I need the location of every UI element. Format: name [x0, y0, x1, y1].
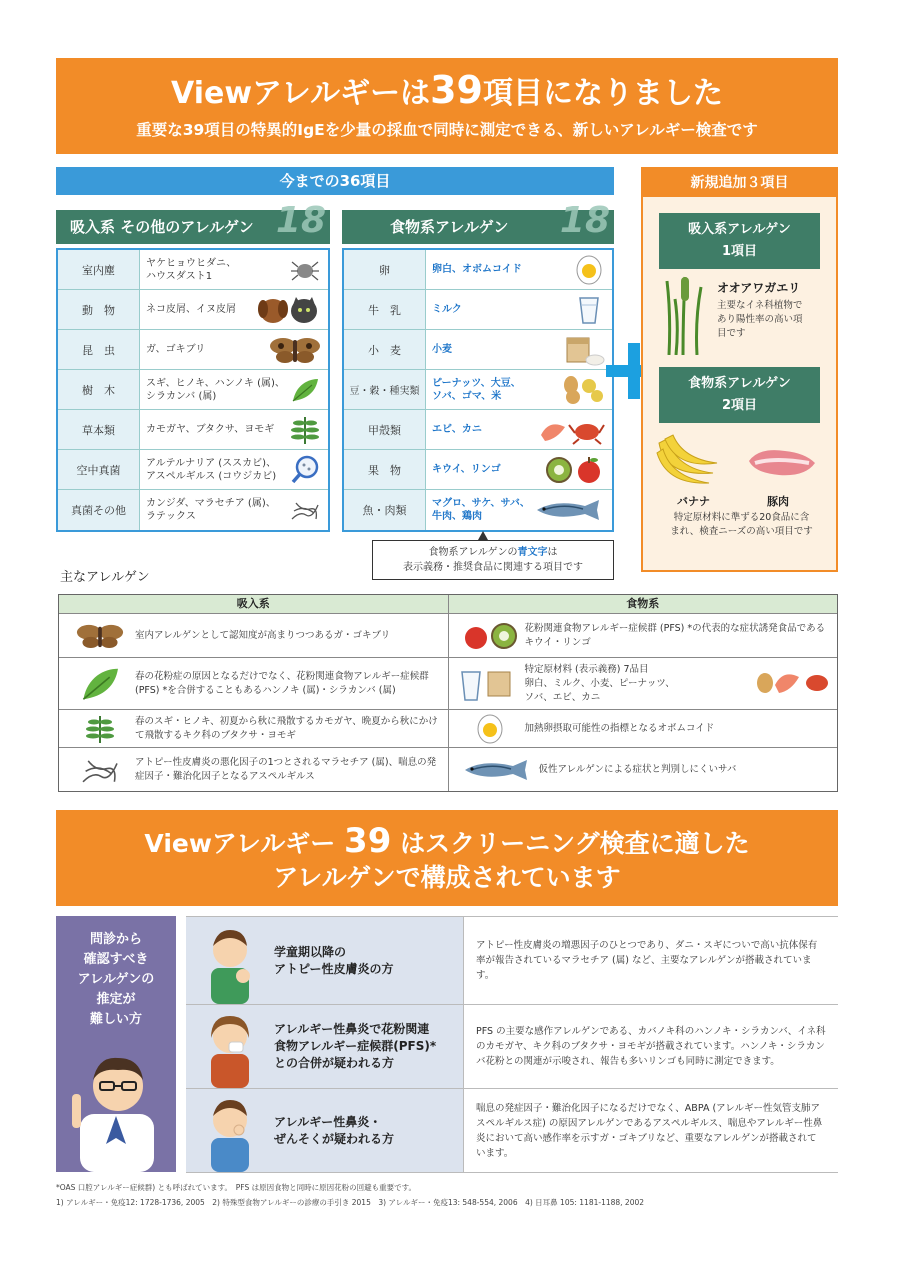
grass-icon: [661, 275, 707, 359]
inhale-row-mold: [58, 450, 328, 490]
new-food-block: [643, 423, 836, 543]
new-items-header: 新規追加３項目: [643, 169, 836, 197]
shrimp-crab-icon: [536, 415, 606, 445]
table-row: [59, 709, 837, 747]
new-inhale-header: 吸入系アレルゲン 1項目: [659, 213, 820, 269]
new-items-box: [641, 167, 838, 572]
inhale-cell: 春のスギ・ヒノキ、初夏から秋に飛散するカモガヤ、晩夏から秋にかけて飛散するキク科のブタクサ・ヨモギ: [59, 710, 449, 747]
mid-banner-line1: Viewアレルギー 39 はスクリーニング検査に適した: [144, 821, 750, 861]
row-category: 室内塵: [58, 250, 140, 289]
main-allergens-table: [58, 594, 838, 792]
row-items: ガ、ゴキブリ: [146, 344, 206, 355]
row-items: スギ、ヒノキ、ハンノキ (属)、 シラカンバ (属): [146, 377, 285, 402]
row-items: アルテルナリア (ススカビ)、 アスペルギルス (コウジカビ): [146, 457, 277, 482]
food-table: [342, 248, 614, 532]
food-row-fish-meat: [344, 490, 612, 530]
banana-icon: [655, 433, 721, 491]
food-row-beans: [344, 370, 612, 410]
timothy-desc: 主要なイネ科植物で あり陽性率の高い項 目です: [717, 300, 803, 339]
row-category: 卵: [344, 250, 426, 289]
note-pointer: [478, 531, 488, 540]
case-title: アレルギー性鼻炎で花粉関連 食物アレルギー症候群(PFS)* との合併が疑われる方: [274, 1022, 437, 1070]
food-cell: 花粉関連食物アレルギー症候群 (PFS) *の代表的な症状誘発食品であるキウイ・リンゴ: [449, 614, 838, 657]
case-desc: PFS の主要な感作アレルゲンである、カバノキ科のハンノキ・シラカンバ、イネ科のカモガヤ、キク科のブタクサ・ヨモギが搭載されています。ハンノキ・シラカンバ花粉との関連が示唆され、報告も多いリンゴも同時に測定できます。: [476, 1026, 826, 1067]
case-desc: アトピー性皮膚炎の増悪因子のひとつであり、ダニ・スギについで高い抗体保有率が報告されているマラセチア (属) など、主要なアレルゲンが搭載されています。: [476, 940, 818, 981]
apple-kiwi-icon: [455, 621, 525, 651]
inhale-row-insect: [58, 330, 328, 370]
child-scratch-avatar: [186, 918, 274, 1004]
case-title-cell: [186, 1089, 464, 1172]
moth-icon: [65, 623, 135, 649]
row-category: 空中真菌: [58, 450, 140, 489]
weed-icon: [65, 713, 135, 745]
new-food-header: 食物系アレルゲン 2項目: [659, 367, 820, 423]
row-category: 豆・穀・種実類: [344, 370, 426, 409]
inhale-cell: アトピー性皮膚炎の悪化因子の1つとされるマラセチア (属)、喘息の発症因子・難治化因子となるアスペルギルス: [59, 748, 449, 791]
timothy-block: [643, 269, 836, 359]
dog-cat-icon: [256, 295, 322, 325]
food-row-fruit: [344, 450, 612, 490]
top-banner-title: Viewアレルギーは39項目になりました: [171, 68, 723, 112]
fungus-icon: [65, 753, 135, 787]
inhale-row-fungi-other: [58, 490, 328, 530]
case-title: 学童期以降の アトピー性皮膚炎の方: [274, 944, 394, 976]
footnote-oas: *OAS 口腔アレルギー症候群) とも呼ばれています。 PFS は原因食物と同時に原因花粉の回避も重要です。: [56, 1183, 417, 1192]
food-row-crustacean: [344, 410, 612, 450]
child-sneeze-avatar: [186, 1006, 274, 1088]
food-row-egg: [344, 250, 612, 290]
existing-header: 今までの36項目: [56, 167, 614, 195]
inhale-count: 18: [275, 200, 326, 241]
inhale-cell: 春の花粉症の原因となるだけでなく、花粉関連食物アレルギー症候群 (PFS) *を合併することもあるハンノキ (属)・シラカンバ (属): [59, 658, 449, 709]
row-category: 動 物: [58, 290, 140, 329]
mackerel-icon: [532, 495, 606, 525]
row-items: 小麦: [432, 344, 452, 355]
mite-icon: [288, 255, 322, 285]
weed-icon: [288, 415, 322, 445]
case-desc: 喘息の発症因子・難治化因子になるだけでなく、ABPA (アレルギー性気管支肺アスペルギルス症) の原因アレルゲンであるアスペルギルス、喘息やアレルギー性鼻炎において高い感作率を示すガ・ゴキブリなど、重要なアレルゲンが搭載されています。: [476, 1102, 823, 1159]
row-items: カモガヤ、ブタクサ、ヨモギ: [146, 424, 275, 435]
egg-icon: [572, 255, 606, 285]
child-cough-avatar: [186, 1090, 274, 1172]
row-items: ネコ皮屑、イヌ皮屑: [146, 304, 236, 315]
magnifier-icon: [288, 455, 322, 485]
mid-banner-line2: アレルゲンで構成されています: [273, 863, 621, 892]
case-title-cell: [186, 917, 464, 1004]
kiwi-apple-icon: [544, 455, 606, 485]
timothy-name: オオアワガエリ: [717, 281, 801, 295]
table-row: [59, 747, 837, 791]
inhale-table: [56, 248, 330, 532]
inhale-row-animal: [58, 290, 328, 330]
food-note: 食物系アレルゲンの青文字は 表示義務・推奨食品に関連する項目です: [372, 540, 614, 580]
moth-icon: [268, 335, 322, 365]
top-banner: [56, 58, 838, 154]
food-header: 食物系アレルゲン 18: [342, 210, 614, 244]
mid-banner: [56, 810, 838, 906]
food-row-milk: [344, 290, 612, 330]
food-cell: 特定原材料 (表示義務) 7品目 卵白、ミルク、小麦、ピーナッツ、 ソバ、エビ、カニ: [449, 658, 838, 709]
row-category: 樹 木: [58, 370, 140, 409]
case-row-asthma: [186, 1089, 838, 1173]
inhale-cell: 室内アレルゲンとして認知度が高まりつつあるガ・ゴキブリ: [59, 614, 449, 657]
row-category: 魚・肉類: [344, 490, 426, 530]
mackerel-icon: [455, 757, 539, 783]
cases-table: [186, 916, 838, 1172]
food-cell: 仮性アレルゲンによる症状と判別しにくいサバ: [449, 748, 838, 791]
inhale-row-tree: [58, 370, 328, 410]
row-category: 昆 虫: [58, 330, 140, 369]
inhale-row-grass: [58, 410, 328, 450]
leaf-icon: [65, 666, 135, 702]
row-items: キウイ、リンゴ: [432, 464, 501, 475]
row-items: 卵白、オボムコイド: [432, 264, 522, 275]
doctor-avatar: [66, 1034, 166, 1176]
banana-label: バナナ: [677, 495, 710, 508]
food-count: 18: [559, 200, 610, 241]
row-category: 果 物: [344, 450, 426, 489]
main-table-head: [59, 595, 837, 613]
top-banner-subtitle: 重要な39項目の特異的IgEを少量の採血で同時に測定できる、新しいアレルギー検査です: [136, 121, 758, 139]
fungus-icon: [288, 495, 322, 525]
row-items: ミルク: [432, 304, 462, 315]
case-title: アレルギー性鼻炎・ ぜんそくが疑われる方: [274, 1114, 395, 1146]
food-row-wheat: [344, 330, 612, 370]
col-inhale: 吸入系: [59, 595, 449, 613]
milk-flour-icon: [455, 666, 525, 702]
case-row-pfs: [186, 1005, 838, 1089]
inhale-header: 吸入系 その他のアレルゲン 18: [56, 210, 330, 244]
case-title-cell: [186, 1005, 464, 1088]
row-items: ピーナッツ、大豆、 ソバ、ゴマ、米: [432, 377, 521, 402]
row-items: [426, 497, 532, 523]
flour-bag-icon: [562, 335, 606, 365]
food-cell: 加熱卵摂取可能性の指標となるオボムコイド: [449, 710, 838, 747]
row-category: 真菌その他: [58, 490, 140, 530]
row-category: 草本類: [58, 410, 140, 449]
row-category: 牛 乳: [344, 290, 426, 329]
table-row: [59, 657, 837, 709]
cases-side-label: 問診から 確認すべき アレルゲンの 推定が 難しい方: [77, 932, 155, 1027]
row-category: 甲殻類: [344, 410, 426, 449]
milk-glass-icon: [572, 295, 606, 325]
shrimp-crab-icon: [751, 663, 831, 704]
pork-icon: [745, 443, 819, 487]
inhale-row-dust: [58, 250, 328, 290]
col-food: 食物系: [449, 595, 838, 613]
main-allergens-title: 主なアレルゲン: [60, 570, 150, 585]
cases-side-panel: [56, 916, 176, 1172]
footnote-references: 1) アレルギー・免疫12: 1728-1736, 2005 2) 特殊型食物アレルギーの診療の手引き 2015 3) アレルギー・免疫13: 548-554, 2006 4) 日耳鼻 105: 1181-1188, 2002: [56, 1198, 645, 1207]
egg-icon: [455, 713, 525, 745]
table-row: [59, 613, 837, 657]
row-items: カンジダ、マラセチア (属)、 ラテックス: [146, 498, 276, 522]
pork-label: 豚肉: [767, 495, 789, 508]
fish-meat-items: マグロ、サケ、サバ、 牛肉、鶏肉: [432, 498, 530, 522]
case-row-atopic: [186, 917, 838, 1005]
row-items: エビ、カニ: [432, 424, 482, 435]
peanut-soy-icon: [558, 375, 606, 405]
row-items: ヤケヒョウヒダニ、 ハウスダスト1: [146, 257, 237, 282]
leaf-icon: [288, 375, 322, 405]
new-food-desc: 特定原材料に準ずる20食品に含 まれ、検査ニーズの高い項目です: [670, 512, 813, 537]
row-category: 小 麦: [344, 330, 426, 369]
